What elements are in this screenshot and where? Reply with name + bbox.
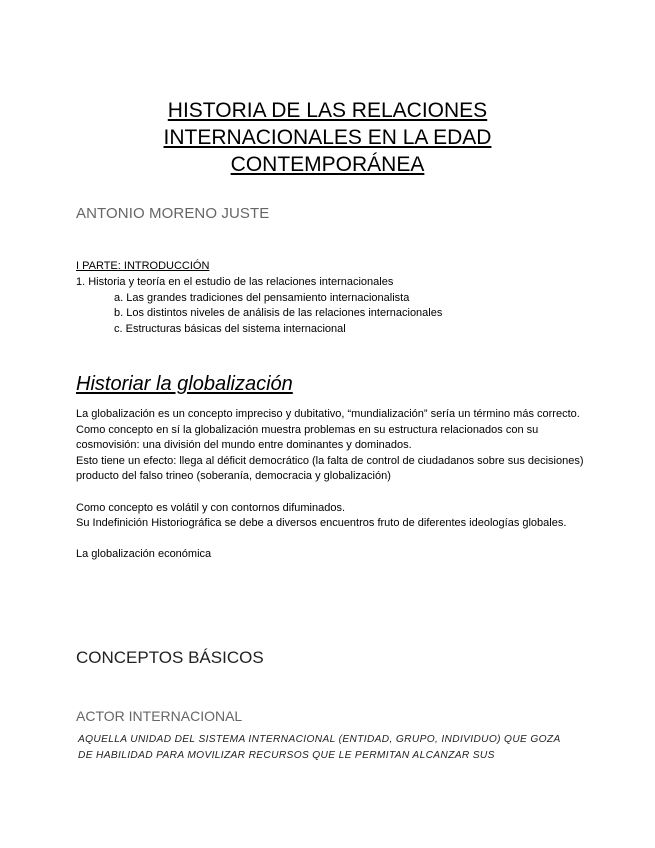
- paragraph: Como concepto es volátil y con contornos difuminados.: [76, 501, 346, 514]
- part-heading: I PARTE: INTRODUCCIÓN: [76, 260, 210, 272]
- author-name: ANTONIO MORENO JUSTE: [76, 205, 270, 222]
- outline-item: 1. Historia y teoría en el estudio de las relaciones internacionales: [76, 276, 394, 288]
- outline-subitem-a: a. Las grandes tradiciones del pensamiento internacionalista: [114, 291, 410, 304]
- actor-definition: AQUELLA UNIDAD DEL SISTEMA INTERNACIONAL (ENTIDAD, GRUPO, INDIVIDUO) QUE GOZA DE HABILIDAD PARA MOVILIZAR RECURSOS QUE LE PERMITAN ALCANZAR SUS: [78, 734, 561, 761]
- section-heading-globalizacion: Historiar la globalización: [76, 373, 293, 395]
- paragraph: Esto tiene un efecto: llega al déficit democrático (la falta de control de ciudadanos sobre sus decisiones) producto del falso trineo (soberanía, democracia y globalización): [76, 454, 584, 483]
- paragraph: La globalización es un concepto impreciso y dubitativo, “mundialización” sería un término más correcto.: [76, 408, 580, 420]
- title-line: HISTORIA DE LAS RELACIONES: [167, 99, 488, 122]
- paragraph: Su Indefinición Historiográfica se debe a diversos encuentros fruto de diferentes ideologías globales.: [76, 517, 567, 530]
- outline-list: [76, 275, 442, 337]
- document-title: [100, 97, 555, 178]
- paragraph: Como concepto en sí la globalización muestra problemas en su estructura relacionados con su cosmovisión: una división del mundo entre dominantes y dominados.: [76, 423, 539, 452]
- title-line: CONTEMPORÁNEA: [230, 153, 425, 176]
- actor-heading: ACTOR INTERNACIONAL: [76, 708, 243, 724]
- outline-subitem-c: c. Estructuras básicas del sistema internacional: [114, 322, 346, 335]
- outline-subitem-b: b. Los distintos niveles de análisis de las relaciones internacionales: [114, 307, 443, 319]
- section-body: [76, 407, 586, 563]
- conceptos-heading: CONCEPTOS BÁSICOS: [76, 648, 264, 667]
- paragraph-spacer: [76, 532, 586, 548]
- paragraph-spacer: [76, 485, 586, 501]
- title-line: INTERNACIONALES EN LA EDAD: [163, 126, 492, 149]
- paragraph: La globalización económica: [76, 548, 212, 561]
